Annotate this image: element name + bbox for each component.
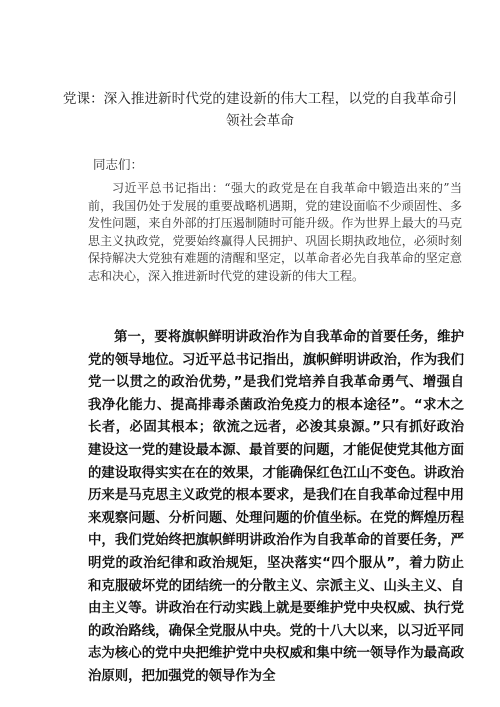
greeting: 同志们： (93, 157, 144, 172)
body-paragraph: 第一，要将旗帜鲜明讲政治作为自我革命的首要任务，维护党的领导地位。习近平总书记指出，旗帜鲜明讲政治，作为我们党一以贯之的政治优势，”是我们党培养自我革命勇气、增强自我净化能力、提高排毒杀菌政治免疫力的根本途径”。“求木之长者，必固其根本；欲流之远者，必浚其泉源。”只有抓好政治建设这一党的建设最本源、最首要的问题，才能促使党其他方面的建设取得实实在在的效果，才能确保红色江山不变色。讲政治历来是马克思主义政党的根本要求，是我们在自我革命过程中用来观察问题、分析问题、处理问题的价值坐标。在党的辉煌历程中，我们党始终把旗帜鲜明讲政治作为自我革命的首要任务，严明党的政治纪律和政治规矩，坚决落实“四个服从”，着力防止和克服破坏党的团结统一的分散主义、宗派主义、山头主义、自由主义等。讲政治在行动实践上就是要维护党中央权威、执行党的政治路线，确保全党服从中央。党的十八大以来，以习近平同志为核心的党中央把维护党中央权威和集中统一领导作为最高政治原则，把加强党的领导作为全 (88, 330, 464, 684)
quote-paragraph: 习近平总书记指出：“强大的政党是在自我革命中锻造出来的”当前，我国仍处于发展的重要战略机遇期，党的建设面临不少顽固性、多发性问题，来自外部的打压遏制随时可能升级。作为世界上最大的马克思主义执政党，党要始终赢得人民拥护、巩固长期执政地位，必须时刻保持解决大党独有难题的清醒和坚定，以革命者必先自我革命的坚定意志和决心，深入推进新时代党的建设新的伟大工程。 (88, 181, 462, 283)
document-title: 党课：深入推进新时代党的建设新的伟大工程，以党的自我革命引领社会革命 (62, 91, 458, 129)
